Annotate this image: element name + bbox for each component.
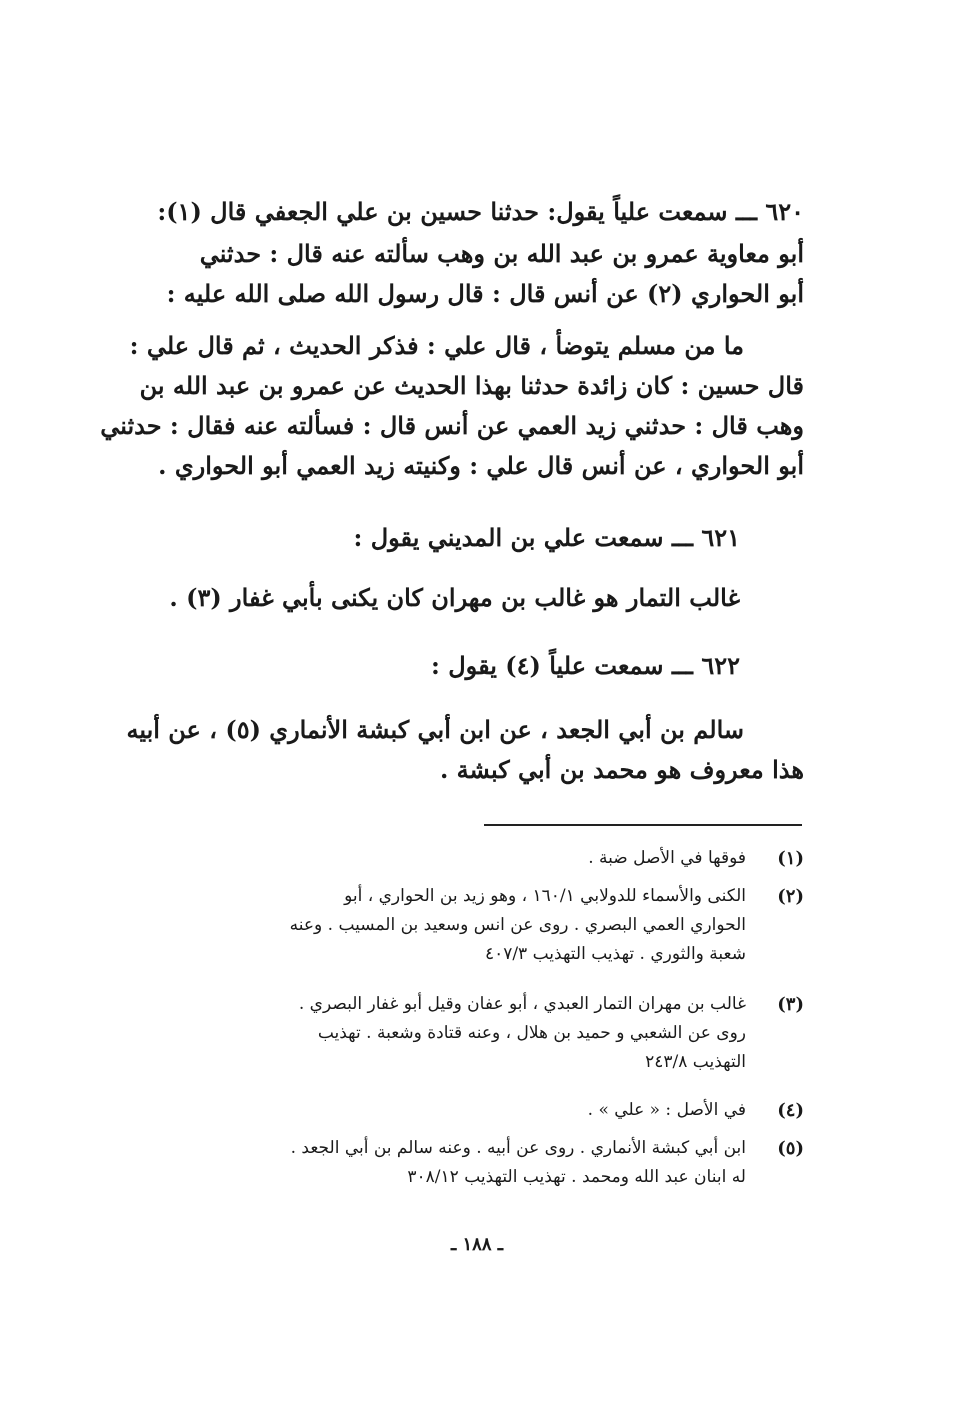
entry-622-text: [126, 710, 804, 790]
footnote-number: (٤): [777, 1100, 804, 1121]
footnote-separator: [484, 824, 802, 826]
text-line: هذا معروف هو محمد بن أبي كبشة .: [439, 755, 804, 784]
footnote-line: غالب بن مهران التمار العبدي ، أبو عفان وقيل أبو غفار البصري .: [298, 994, 746, 1014]
entry-620: [157, 192, 804, 232]
text-line: أبو الحواري ، عن أنس قال علي : وكنيته زيد العمي أبو الحواري .: [158, 451, 804, 480]
footnote-line: الكنى والأسماء للدولابي ١٦٠/١ ، وهو زيد بن الحواري ، أبو: [344, 886, 746, 906]
footnote-1: [154, 844, 804, 873]
text-line: أبو الحواري (٢) عن أنس قال : قال رسول الله صلى الله عليه :: [166, 279, 804, 308]
entry-620-header: ٦٢٠ ـــ سمعت علياً يقول: حدثنا حسين بن علي الجعفي قال (١):: [157, 197, 804, 226]
footnote-line: الحواري العمي البصري . روى عن انس وسعيد بن المسيب . وعنه: [289, 915, 746, 935]
footnote-number: (١): [777, 848, 804, 869]
text-line: سالم بن أبي الجعد ، عن ابن أبي كبشة الأنماري (٥) ، عن أبيه: [126, 715, 744, 744]
footnote-3: [154, 990, 804, 1077]
page-number: ـ ١٨٨ ـ: [450, 1234, 504, 1255]
footnote-line: في الأصل : « علي » .: [587, 1100, 746, 1120]
entry-622: [220, 646, 740, 686]
text-line: غالب التمار هو غالب بن مهران كان يكنى بأبي غفار (٣) .: [169, 583, 740, 612]
footnote-number: (٢): [777, 886, 804, 907]
entry-620-text: [144, 234, 804, 314]
text-line: أبو معاوية عمرو بن عبد الله بن وهب سألته عنه قال : حدثني: [199, 239, 804, 268]
entry-621: [220, 518, 740, 558]
footnote-line: فوقها في الأصل ضبة .: [588, 848, 746, 868]
footnote-line: له ابنان عبد الله ومحمد . تهذيب التهذيب ٣٠٨/١٢: [407, 1167, 746, 1187]
footnote-number: (٥): [777, 1138, 804, 1159]
text-line: ما من مسلم يتوضأ ، قال علي : فذكر الحديث ، ثم قال علي :: [129, 331, 744, 360]
entry-621-header: ٦٢١ ـــ سمعت علي بن المديني يقول :: [353, 523, 740, 552]
footnote-line: التهذيب ٢٤٣/٨: [645, 1052, 746, 1072]
text-line: وهب قال : حدثني زيد العمي عن أنس قال : فسألته عنه فقال : حدثني: [100, 411, 804, 440]
entry-620-paragraph-2: [100, 326, 804, 486]
footnote-number: (٣): [777, 994, 804, 1015]
entry-622-header: ٦٢٢ ـــ سمعت علياً (٤) يقول :: [431, 651, 740, 680]
footnote-line: روى عن الشعبي و حميد بن هلال ، وعنه قتادة وشعبة . تهذيب: [317, 1023, 746, 1043]
footnote-2: [154, 882, 804, 969]
text-line: قال حسين : كان زائدة حدثنا بهذا الحديث عن عمرو بن عبد الله بن: [139, 371, 804, 400]
footnote-line: ابن أبي كبشة الأنماري . روى عن أبيه . وعنه سالم بن أبي الجعد .: [290, 1138, 746, 1158]
footnote-4: [154, 1096, 804, 1125]
footnote-5: [154, 1134, 804, 1192]
entry-621-text: [169, 578, 740, 618]
footnote-line: شعبة والثوري . تهذيب التهذيب ٤٠٧/٣: [484, 944, 746, 964]
